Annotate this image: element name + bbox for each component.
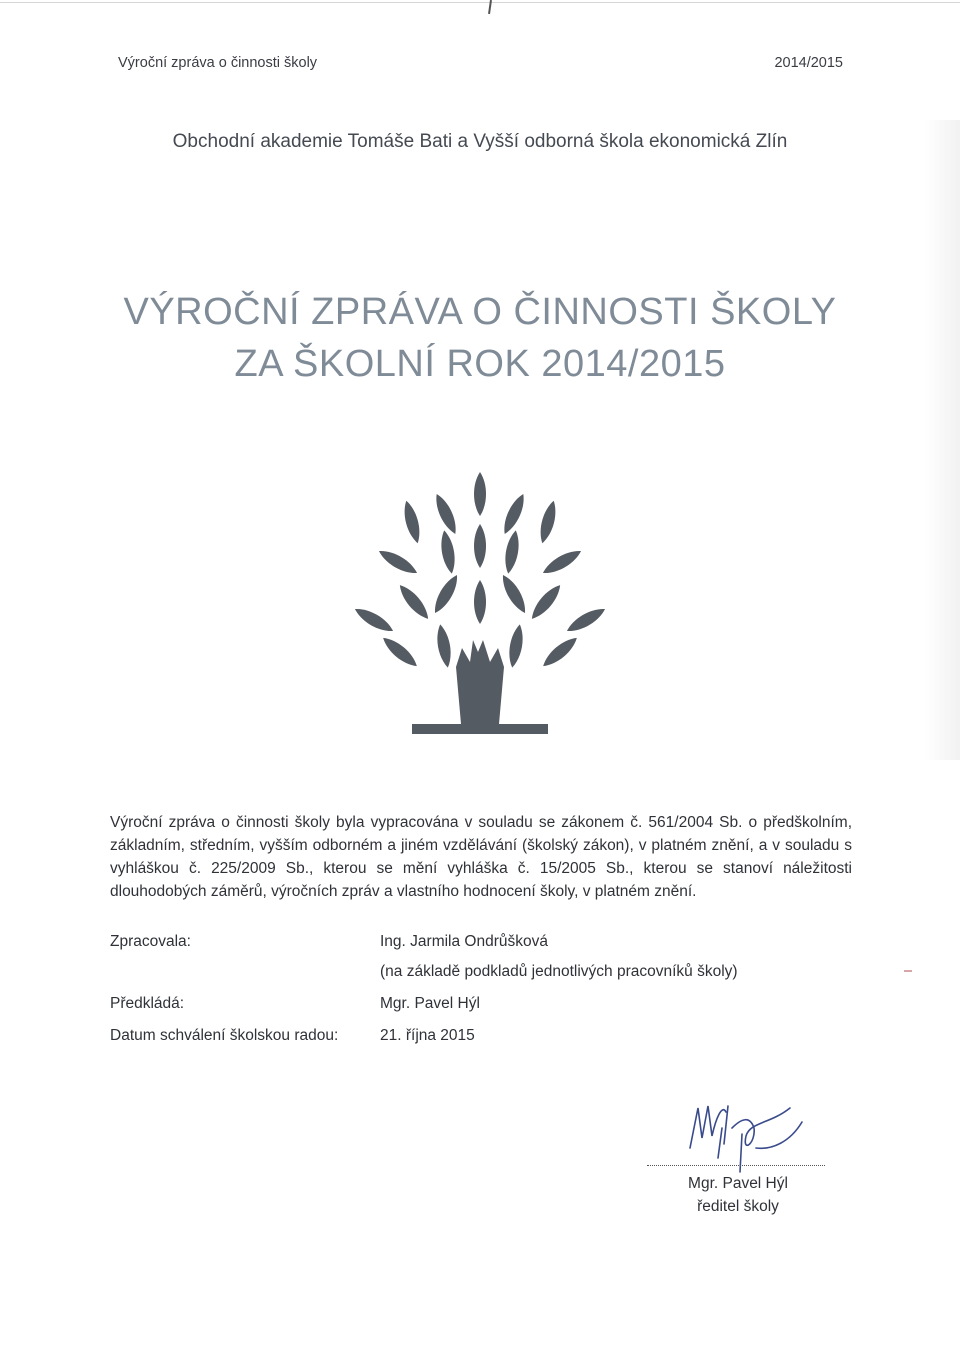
main-title-line-1: VÝROČNÍ ZPRÁVA O ČINNOSTI ŠKOLY <box>123 291 837 333</box>
tree-logo-icon <box>338 462 622 736</box>
signature-line <box>647 1155 825 1166</box>
prepared-by-value: Ing. Jarmila Ondrůšková <box>380 933 548 950</box>
header-school-year: 2014/2015 <box>774 55 843 71</box>
school-name: Obchodní akademie Tomáše Bati a Vyšší odborná škola ekonomická Zlín <box>172 131 788 152</box>
scan-shadow <box>924 120 960 760</box>
signer-role: ředitel školy <box>697 1198 779 1215</box>
intro-paragraph: Výroční zpráva o činnosti školy byla vypracována v souladu se zákonem č. 561/2004 Sb. o předškolním, základním, středním, vyšším odborném a jiném vzdělávání (školský zákon), v platném znění, a v souladu s vyhláškou č. 225/2009 Sb., kterou se mění vyhláška č. 15/2005 Sb., kterou se stanoví náležitosti dlouhodobých záměrů, výročních zpráv a vlastního hodnocení školy, v platném znění. <box>110 814 852 900</box>
scan-mark <box>904 970 912 972</box>
header-document-title: Výroční zpráva o činnosti školy <box>118 55 318 71</box>
submitted-by-label: Předkládá: <box>110 995 185 1012</box>
prepared-by-label: Zpracovala: <box>110 933 191 950</box>
main-title-line-2: ZA ŠKOLNÍ ROK 2014/2015 <box>234 343 726 385</box>
approval-date-label: Datum schválení školskou radou: <box>110 1027 339 1044</box>
page-top-edge <box>0 0 960 6</box>
submitted-by-value: Mgr. Pavel Hýl <box>380 995 480 1012</box>
signer-name: Mgr. Pavel Hýl <box>688 1175 788 1192</box>
approval-date-value: 21. října 2015 <box>380 1027 475 1044</box>
prepared-by-note: (na základě podkladů jednotlivých pracovníků školy) <box>380 963 738 980</box>
